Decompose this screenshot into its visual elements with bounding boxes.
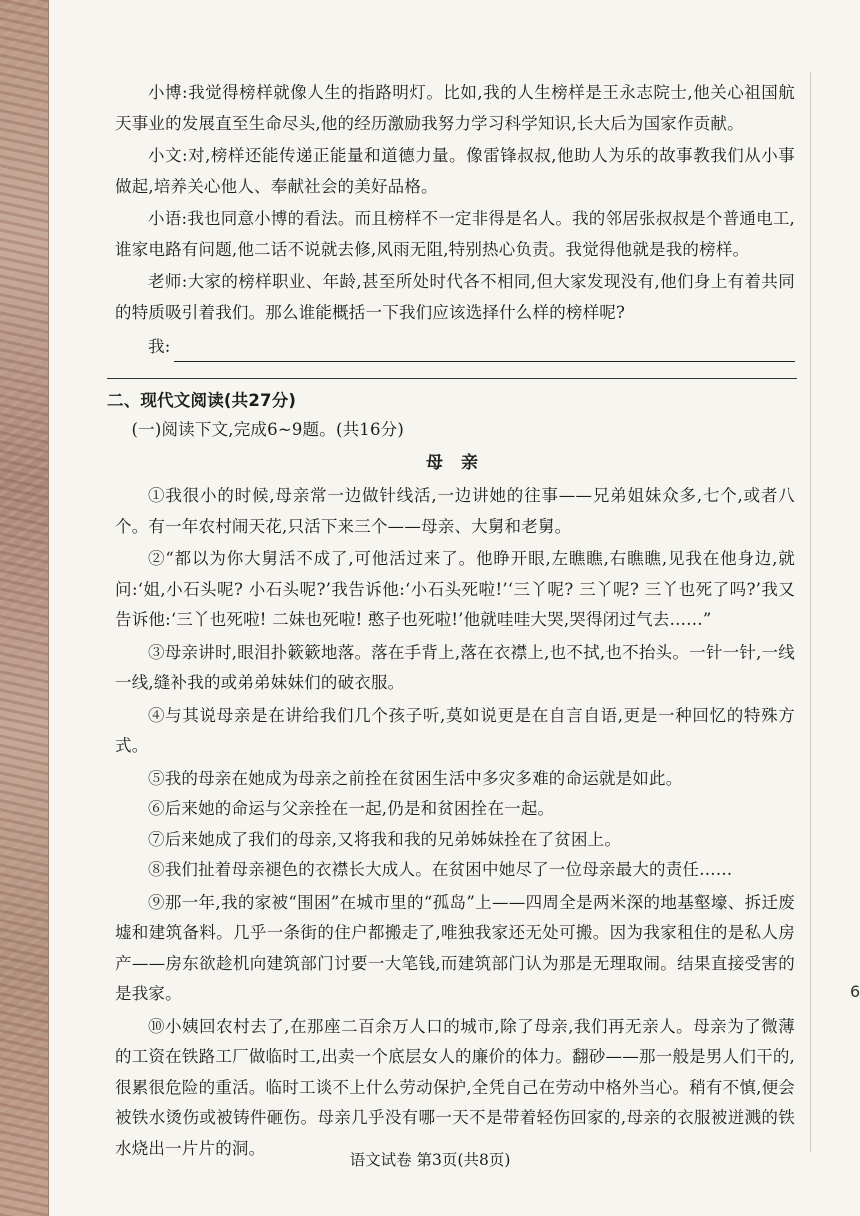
article-paragraph-4: ④与其说母亲是在讲给我们几个孩子听,莫如说更是在自言自语,更是一种回忆的特殊方式。 xyxy=(115,705,795,755)
article-title: 母 亲 xyxy=(426,453,484,473)
section-heading: 二、现代文阅读(共27分) xyxy=(107,391,297,410)
article-paragraph-8: ⑧我们扯着母亲褪色的衣襟长大成人。在贫困中她尽了一位母亲最大的责任…… xyxy=(148,860,733,879)
discussion-xiaobo: 小博:我觉得榜样就像人生的指路明灯。比如,我的人生榜样是王永志院士,他关心祖国航天事业的发展直至生命尽头,他的经历激励我努力学习科学知识,长大后为国家作贡献。 xyxy=(115,83,795,133)
section-subheading: (一)阅读下文,完成6~9题。(共16分) xyxy=(131,420,405,439)
binding-strip xyxy=(0,0,49,1216)
article-paragraph-3: ③母亲讲时,眼泪扑簌簌地落。落在手背上,落在衣襟上,也不拭,也不抬头。一针一针,一线一线,缝补我的或弟弟妹妹们的破衣服。 xyxy=(115,642,795,692)
discussion-xiaowen: 小文:对,榜样还能传递正能量和道德力量。像雷锋叔叔,他助人为乐的故事教我们从小事做起,培养关心他人、奉献社会的美好品格。 xyxy=(115,146,795,196)
article-paragraph-9: ⑨那一年,我的家被“围困”在城市里的“孤岛”上——四周全是两米深的地基壑壕、拆迁废墟和建筑备料。几乎一条街的住户都搬走了,唯独我家还无处可搬。因为我家租住的是私人房产——房东欲趁机向建筑部门讨要一大笔钱,而建筑部门认为那是无理取闹。结果直接受害的是我家。 xyxy=(115,892,795,1003)
section-divider xyxy=(107,378,797,379)
right-margin-rule xyxy=(810,72,811,1152)
page-footer: 语文试卷 第3页(共8页) xyxy=(349,1151,511,1169)
page-content xyxy=(107,78,795,1164)
margin-page-mark: 6 xyxy=(850,982,860,1001)
article-paragraph-6: ⑥后来她的命运与父亲拴在一起,仍是和贫困拴在一起。 xyxy=(148,799,555,818)
answer-row xyxy=(115,332,795,362)
answer-blank[interactable] xyxy=(174,339,795,362)
article-paragraph-1: ①我很小的时候,母亲常一边做针线活,一边讲她的往事——兄弟姐妹众多,七个,或者八个。有一年农村闹天花,只活下来三个——母亲、大舅和老舅。 xyxy=(115,486,795,536)
discussion-teacher: 老师:大家的榜样职业、年龄,甚至所处时代各不相同,但大家发现没有,他们身上有着共同的特质吸引着我们。那么谁能概括一下我们应该选择什么样的榜样呢? xyxy=(115,272,795,322)
article-paragraph-7: ⑦后来她成了我们的母亲,又将我和我的兄弟姊妹拴在了贫困上。 xyxy=(148,829,622,849)
discussion-xiaoyu: 小语:我也同意小博的看法。而且榜样不一定非得是名人。我的邻居张叔叔是个普通电工,谁家电路有问题,他二话不说就去修,风雨无阻,特别热心负责。我觉得他就是我的榜样。 xyxy=(115,209,795,259)
article-paragraph-2: ②“都以为你大舅活不成了,可他活过来了。他睁开眼,左瞧瞧,右瞧瞧,见我在他身边,就问:‘姐,小石头呢? 小石头呢?’我告诉他:‘小石头死啦!’‘三丫呢? 三丫呢? 三丫也死了吗?’我又告诉他:‘三丫也死啦! 二妹也死啦! 憨子也死啦!’他就哇哇大哭,哭得闭过气去……” xyxy=(115,549,795,629)
article-paragraph-5: ⑤我的母亲在她成为母亲之前拴在贫困生活中多灾多难的命运就是如此。 xyxy=(148,768,683,788)
answer-label: 我: xyxy=(148,337,171,356)
article-paragraph-10: ⑩小姨回农村去了,在那座二百余万人口的城市,除了母亲,我们再无亲人。母亲为了微薄的工资在铁路工厂做临时工,出卖一个底层女人的廉价的体力。翻砂——那一般是男人们干的,很累很危险的重活。临时工谈不上什么劳动保护,全凭自己在劳动中格外当心。稍有不慎,便会被铁水烫伤或被铸件砸伤。母亲几乎没有哪一天不是带着轻伤回家的,母亲的衣服被迸溅的铁水烧出一片片的洞。 xyxy=(115,1016,795,1158)
